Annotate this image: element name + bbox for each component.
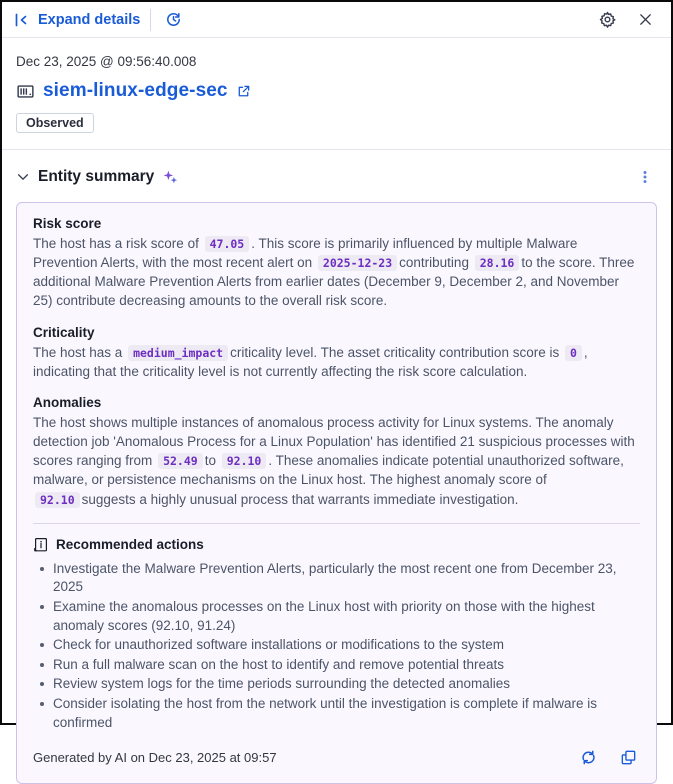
anomalies-heading: Anomalies	[33, 394, 102, 410]
host-storage-icon	[16, 82, 35, 101]
recommended-action-item: Examine the anomalous processes on the Linux host with priority on those with the highest anomaly scores (92.10, 91.24)	[39, 598, 640, 635]
expand-details-button[interactable]	[14, 12, 140, 28]
host-name-link[interactable]: siem-linux-edge-sec	[43, 80, 228, 101]
text-segment: The host has a risk score of	[33, 236, 199, 251]
inline-code-value: 28.16	[475, 255, 520, 271]
risk-score-text	[33, 234, 640, 311]
copy-icon[interactable]	[616, 745, 640, 769]
anomalies-text	[33, 413, 640, 509]
report-icon	[33, 537, 49, 553]
text-segment: suggests a highly unusual process that warrants immediate investigation.	[81, 491, 519, 507]
criticality-section	[33, 325, 640, 381]
close-icon[interactable]	[633, 8, 657, 32]
inline-code-value: 0	[565, 345, 582, 361]
inline-code-value: medium_impact	[128, 345, 228, 361]
chevron-down-icon	[16, 170, 30, 184]
entity-summary-toggle[interactable]	[16, 168, 179, 186]
external-link-icon[interactable]	[236, 84, 251, 99]
text-segment: criticality level. The asset criticality contribution score is	[230, 344, 560, 360]
text-segment: , indicating that the criticality level is not currently affecting the risk score calculation.	[33, 344, 588, 379]
risk-score-heading: Risk score	[33, 216, 102, 231]
text-segment: to	[204, 453, 216, 469]
text-segment: . These anomalies indicate potential unauthorized software, malware, or persistence mechanisms on the Linux host. The highest anomaly score of	[33, 453, 624, 488]
text-segment: . This score is primarily influenced by multiple Malware Prevention Alerts, with the most recent alert on	[33, 236, 578, 271]
gear-icon[interactable]	[595, 8, 619, 32]
criticality-heading: Criticality	[33, 324, 95, 340]
recommended-actions-list	[33, 560, 640, 733]
sparkles-icon	[162, 169, 179, 186]
recommended-action-item: Consider isolating the host from the network until the investigation is complete if malware is confirmed	[39, 695, 640, 732]
entity-summary-header	[16, 165, 657, 189]
entity-summary-title: Entity summary	[38, 168, 155, 185]
expand-details-label: Expand details	[38, 11, 141, 28]
header-divider	[150, 9, 151, 31]
collapse-left-icon	[14, 12, 30, 28]
inline-code-value: 47.05	[205, 236, 250, 252]
inline-code-value: 52.49	[158, 453, 203, 469]
panel-divider	[33, 523, 640, 524]
recommended-action-item: Check for unauthorized software installations or modifications to the system	[39, 636, 640, 655]
regenerate-icon[interactable]	[576, 745, 600, 769]
generated-by-text: Generated by AI on Dec 23, 2025 at 09:57	[33, 749, 277, 765]
criticality-text	[33, 343, 640, 381]
text-segment: to the score. Three additional Malware Prevention Alerts from earlier dates (December 9, December 2, and November 25) contribute decreasing amounts to the overall risk score.	[33, 255, 635, 309]
horizontal-divider	[2, 149, 671, 150]
flyout-body	[2, 38, 671, 784]
ai-summary-panel	[16, 202, 657, 784]
recommended-action-item: Review system logs for the time periods surrounding the detected anomalies	[39, 675, 640, 694]
text-segment: contributing	[399, 255, 469, 271]
risk-score-section	[33, 216, 640, 311]
event-timestamp: Dec 23, 2025 @ 09:56:40.008	[16, 54, 197, 69]
history-icon[interactable]	[161, 8, 185, 32]
recommended-action-item: Run a full malware scan on the host to identify and remove potential threats	[39, 656, 640, 675]
inline-code-value: 92.10	[222, 453, 267, 469]
recommended-actions-heading: Recommended actions	[56, 537, 204, 553]
inline-code-value: 92.10	[35, 492, 80, 508]
text-segment: The host has a	[33, 344, 123, 360]
host-title-row	[16, 80, 657, 102]
inline-code-value: 2025-12-23	[318, 255, 397, 271]
recommended-actions-section	[33, 537, 640, 733]
observed-badge: Observed	[16, 113, 94, 133]
text-segment: The host shows multiple instances of anomalous process activity for Linux systems. The anomaly detection job 'Anomalous Process for a Linux Population' has identified 21 suspicious processes with scores ranging from	[33, 414, 635, 469]
ai-footer	[33, 745, 640, 769]
flyout-header	[2, 2, 671, 38]
anomalies-section	[33, 395, 640, 509]
more-actions-icon[interactable]	[633, 165, 657, 189]
recommended-action-item: Investigate the Malware Prevention Alerts, particularly the most recent one from December 23, 2025	[39, 560, 640, 597]
